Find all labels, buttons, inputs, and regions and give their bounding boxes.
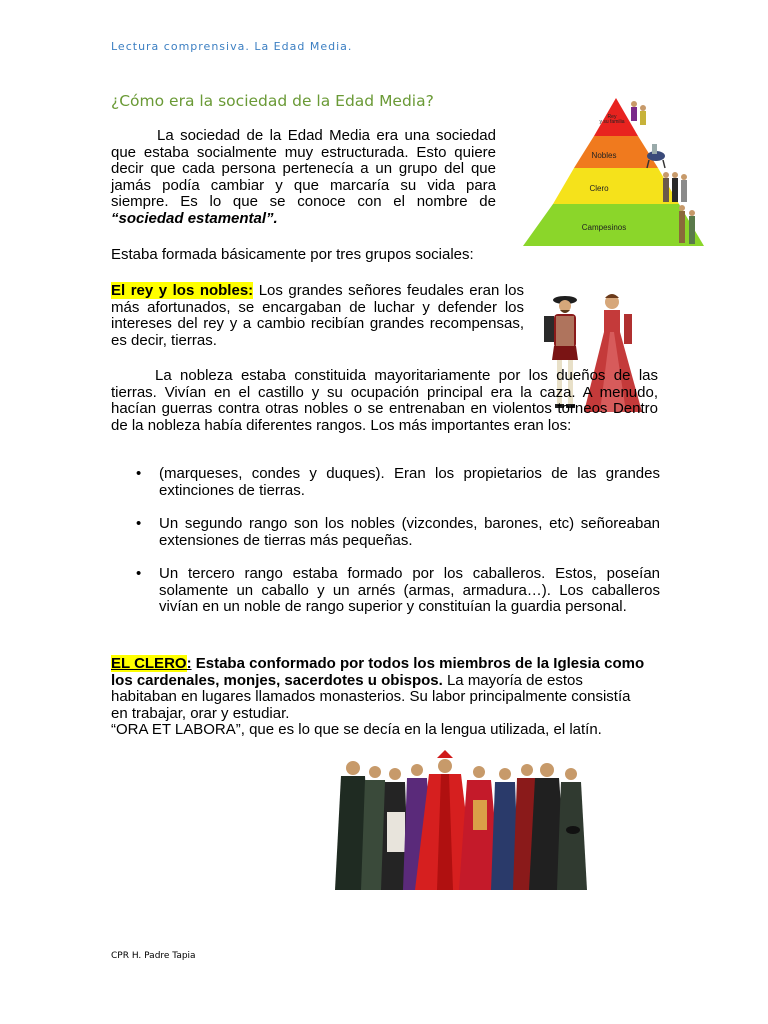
bullet-icon: • (136, 465, 142, 482)
clergy-text: La mayoría de estos habitaban en lugares llamados monasterios. Su labor principalmente consistía en trabajar, orar y estudiar. (111, 671, 631, 722)
list-item: • (marqueses, condes y duques). Eran los propietarios de las grandes extinciones de tierras. (136, 465, 660, 499)
clergy-paragraph (111, 656, 651, 739)
pyramid-label-peasants: Campesinos (581, 223, 627, 232)
bullet-icon: • (136, 515, 142, 532)
clergy-period: . (438, 671, 443, 689)
intro-paragraph (111, 128, 496, 227)
nobles-text: Los grandes señores feudales eran los más afortunados, se encargaban de luchar y defender los intereses del rey y a cambio recibían grandes recompensas, es decir, tierras. (111, 282, 524, 349)
pyramid-label-nobles: Nobles (591, 151, 617, 160)
clergy-group-illustration (333, 750, 589, 895)
intro-term: “sociedad estamental”. (111, 209, 278, 227)
clergy-colon: : (186, 655, 192, 672)
social-pyramid-diagram (521, 96, 711, 248)
pyramid-label-clergy: Clero (589, 184, 609, 193)
clergy-motto: “ORA ET LABORA”, que es lo que se decía en la lengua utilizada, el latín. (111, 721, 602, 738)
page-header: Lectura comprensiva. La Edad Media. (111, 40, 353, 53)
bullet-icon: • (136, 565, 142, 582)
pyramid-label-king: Rey y su familia (599, 114, 625, 125)
nobles-paragraph (111, 283, 524, 349)
groups-intro: Estaba formada básicamente por tres grupos sociales: (111, 246, 474, 263)
intro-text: La sociedad de la Edad Media era una sociedad que estaba socialmente muy estructurada. Esto quiere decir que cada persona pertenecía a un grupo del que jamás podía cambiar y que marcaría su vida para siempre. Es lo que se conoce con el nombre de (111, 127, 496, 210)
nobles-heading: El rey y los nobles: (111, 282, 254, 299)
page-footer: CPR H. Padre Tapia (111, 951, 196, 961)
clergy-heading: EL CLERO (111, 655, 187, 672)
list-item: • Un segundo rango son los nobles (vizcondes, barones, etc) señoreaban extensiones de tierras más pequeñas. (136, 515, 660, 549)
king-figures-illustration (631, 101, 646, 125)
clergy-bold-text: Estaba conformado por todos los miembros de la Iglesia como los cardenales, monjes, sacerdotes u obispos (111, 655, 645, 689)
nobility-ranks-list (110, 466, 660, 616)
nobility-text: La nobleza estaba constituida mayoritariamente por los dueños de las tierras. Vivían en el castillo y su ocupación principal era la caza. A menudo, hacían guerras contra otras nobles o se entrenaban en violentos torneos Dentro de la nobleza había diferentes rangos. Los más importantes eran los: (111, 367, 658, 434)
list-item: • Un tercero rango estaba formado por los caballeros. Estos, poseían solamente un caballo y un arnés (armas, armadura…). Los caballeros vivían en un noble de rango superior y constituían la guardia personal. (136, 565, 660, 615)
nobility-paragraph (111, 368, 658, 434)
pyramid-level-clergy (553, 168, 679, 204)
page-title: ¿Cómo era la sociedad de la Edad Media? (111, 92, 434, 110)
clergy-figures (335, 750, 587, 890)
monks-illustration (663, 172, 687, 202)
